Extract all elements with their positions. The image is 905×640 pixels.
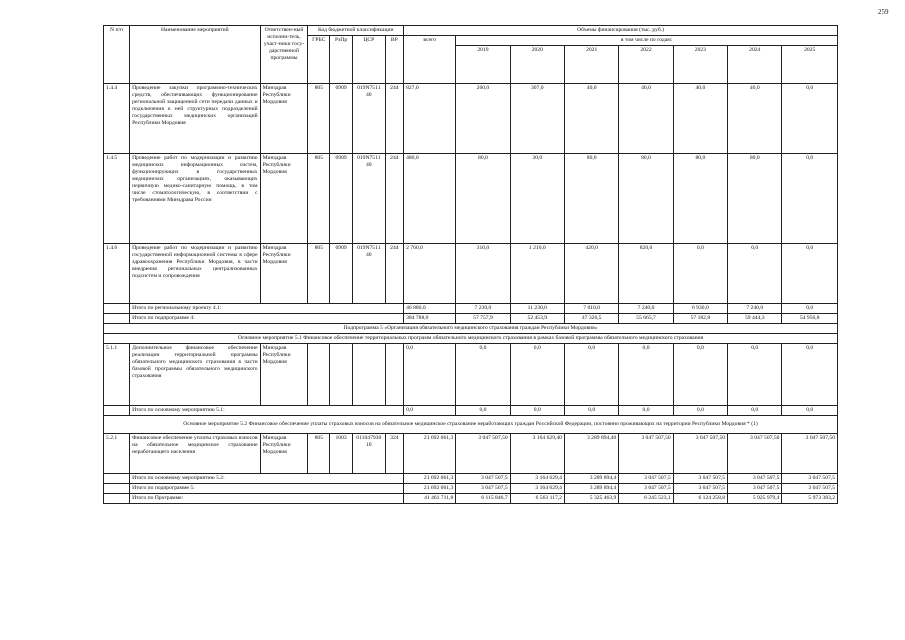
- row-value: 0,0: [673, 343, 727, 405]
- header-num: N п/п: [104, 26, 130, 84]
- row-rzpr: 0909: [330, 83, 353, 153]
- row-name: Проведение работ по модернизации и развитию государственной информационной системы в сфере здравоохранения Республики Мордовия, в части внедрения региональных централизованных подсистем и сопровождения: [130, 243, 260, 303]
- summary-value: 3 047 507,5: [456, 483, 510, 493]
- summary-value: 5 325 463,9: [564, 493, 618, 503]
- row-resp: Минздрав Республики Мордовия: [260, 343, 308, 405]
- row-value: 0,0: [782, 243, 838, 303]
- header-year: 2019: [456, 45, 510, 83]
- row-name: Финансовое обеспечение уплаты страховых взносов на обязательное медицинское страхование неработающего населения: [130, 433, 260, 473]
- row-value: 40,0: [728, 83, 782, 153]
- row-value: 820,0: [619, 243, 673, 303]
- table-row: [104, 433, 838, 473]
- summary-value: 3 289 894,4: [564, 473, 618, 483]
- header-year: 2022: [619, 45, 673, 83]
- row-rzpr: 0909: [330, 153, 353, 243]
- row-num: 5.1.1: [104, 343, 130, 405]
- summary-label: Итого по подпрограмме 4:: [130, 313, 404, 323]
- summary-value: 0,0: [782, 303, 838, 313]
- row-value: 80,0: [728, 153, 782, 243]
- row-value: 0,0: [456, 343, 510, 405]
- summary-value: 59 444,3: [728, 313, 782, 323]
- row-value: 3 047 507,50: [619, 433, 673, 473]
- row-name: Дополнительное финансовое обеспечение реализации территориальной программы обязательного медицинского страхования в части базовой программы обязательного медицинского страхования: [130, 343, 260, 405]
- row-resp: Минздрав Республики Мордовия: [260, 433, 308, 473]
- summary-value: 7 010,0: [564, 303, 618, 313]
- summary-value: 6 563 117,2: [510, 493, 564, 503]
- header-kbk: Код бюджетной классификации: [308, 26, 404, 36]
- row-name: Проведение закупки программно-технических средств, обеспечивающих функционирование региональной защищенной сети передачи данных и подключения к ней структурных подразделений государственных медицинских организаций Республики Мордовия: [130, 83, 260, 153]
- row-rzpr: 0909: [330, 243, 353, 303]
- row-value: 0,0: [782, 343, 838, 405]
- summary-value: 7 240,0: [728, 303, 782, 313]
- row-value: 0,0: [782, 83, 838, 153]
- row-num: 1.4.4: [104, 83, 130, 153]
- row-resp: Минздрав Республики Мордовия: [260, 83, 308, 153]
- main-measure-5-2-title: Основное мероприятие 5.2 Финансовое обеспечение уплаты страховых взносов на обязательное медицинское страхование неработающих граждан Российской Федерации, постоянно проживающих на территории Республики Мордовия * (1): [104, 415, 838, 433]
- header-vr: ВР: [385, 35, 403, 83]
- summary-value: 3 164 629,4: [510, 483, 564, 493]
- table-row: [104, 243, 838, 303]
- header-fin: Объемы финансирования (тыс. руб.): [404, 26, 838, 36]
- header-year: 2025: [782, 45, 838, 83]
- summary-total: 21 692 061,3: [404, 473, 456, 483]
- row-vr: 244: [385, 243, 403, 303]
- summary-value: 0,0: [728, 405, 782, 415]
- row-total: 0,0: [404, 343, 456, 405]
- summary-value: 54 956,8: [782, 313, 838, 323]
- summary-value: 7 240,0: [619, 303, 673, 313]
- row-value: 40,0: [619, 83, 673, 153]
- summary-value: 0,0: [510, 405, 564, 415]
- header-name: Наименование мероприятий: [130, 26, 260, 84]
- header-resp: Ответствен-ный исполни-тель, участ-ники госу-дарственной программы: [260, 26, 308, 84]
- summary-label: Итого по основному мероприятию 5.1:: [130, 405, 404, 415]
- header-year: 2023: [673, 45, 727, 83]
- summary-value: 52 453,9: [510, 313, 564, 323]
- header-rzpr: РзПр: [330, 35, 353, 83]
- summary-value: 6 930,0: [673, 303, 727, 313]
- summary-value: 57 757,9: [456, 313, 510, 323]
- main-measure-5-1-title: Основное мероприятие 5.1 Финансовое обеспечение территориальных программ обязательного медицинского страхования в рамках базовой программы обязательного медицинского страхования: [104, 333, 838, 343]
- row-vr: 244: [385, 153, 403, 243]
- table-row: [104, 83, 838, 153]
- row-value: 40,0: [564, 83, 618, 153]
- row-vr: 324: [385, 433, 403, 473]
- summary-value: 57 182,8: [673, 313, 727, 323]
- row-value: 0,0: [728, 243, 782, 303]
- row-value: 3 289 894,40: [564, 433, 618, 473]
- summary-value: 3 047 507,5: [782, 473, 838, 483]
- summary-value: 5 925 979,4: [728, 493, 782, 503]
- summary-value: 3 289 894,4: [564, 483, 618, 493]
- row-value: 0,0: [510, 343, 564, 405]
- section-title-row: [104, 323, 838, 333]
- row-value: 310,0: [456, 243, 510, 303]
- summary-row: [104, 313, 838, 323]
- header-grbs: ГРБС: [308, 35, 330, 83]
- row-vr: 244: [385, 83, 403, 153]
- summary-value: 11 230,0: [510, 303, 564, 313]
- row-value: 307,0: [510, 83, 564, 153]
- summary-label: Итого по подпрограмме 5:: [130, 483, 404, 493]
- row-resp: Минздрав Республики Мордовия: [260, 153, 308, 243]
- summary-value: 6 245 523,1: [619, 493, 673, 503]
- row-csr: 011047930 10: [352, 433, 385, 473]
- row-value: 0,0: [673, 243, 727, 303]
- summary-label: Итого по Программе:: [130, 493, 404, 503]
- row-csr: 019N7511 40: [352, 83, 385, 153]
- summary-value: 0,0: [456, 405, 510, 415]
- summary-row: [104, 405, 838, 415]
- header-total: всего: [404, 35, 456, 83]
- summary-total: 0,0: [404, 405, 456, 415]
- row-grbs: 805: [308, 433, 330, 473]
- header-year: 2021: [564, 45, 618, 83]
- row-value: 3 047 507,50: [782, 433, 838, 473]
- table-row: [104, 153, 838, 243]
- summary-value: 0,0: [782, 405, 838, 415]
- summary-total: 41 461 711,8: [404, 493, 456, 503]
- row-num: 5.2.1: [104, 433, 130, 473]
- summary-value: 3 047 507,5: [456, 473, 510, 483]
- summary-total: 46 880,0: [404, 303, 456, 313]
- summary-value: 3 047 507,5: [619, 483, 673, 493]
- row-num: 1.4.5: [104, 153, 130, 243]
- table-row: [104, 343, 838, 405]
- row-rzpr: 1003: [330, 433, 353, 473]
- summary-value: 6 124 258,8: [673, 493, 727, 503]
- summary-row: [104, 493, 838, 503]
- row-total: 480,0: [404, 153, 456, 243]
- row-value: 0,0: [619, 343, 673, 405]
- summary-value: 0,0: [564, 405, 618, 415]
- row-value: 0,0: [564, 343, 618, 405]
- row-value: 420,0: [564, 243, 618, 303]
- section-title-row: [104, 333, 838, 343]
- header-csr: ЦСР: [352, 35, 385, 83]
- summary-value: 3 047 507,5: [673, 473, 727, 483]
- summary-value: 55 665,7: [619, 313, 673, 323]
- header-year: 2020: [510, 45, 564, 83]
- summary-label: Итого по основному мероприятию 5.2:: [130, 473, 404, 483]
- row-value: 0,0: [728, 343, 782, 405]
- summary-row: [104, 303, 838, 313]
- header-byyear: в том числе по годам:: [456, 35, 838, 45]
- row-resp: Минздрав Республики Мордовия: [260, 243, 308, 303]
- summary-value: 3 047 507,5: [782, 483, 838, 493]
- summary-value: 3 047 507,5: [728, 483, 782, 493]
- row-total: 2 760,0: [404, 243, 456, 303]
- row-total: 21 692 061,3: [404, 433, 456, 473]
- summary-value: 7 230,0: [456, 303, 510, 313]
- row-value: 80,0: [564, 153, 618, 243]
- row-grbs: 805: [308, 83, 330, 153]
- section-title-row: [104, 415, 838, 433]
- summary-label: Итого по региональному проекту 4.1:: [130, 303, 404, 313]
- summary-value: 3 047 507,5: [673, 483, 727, 493]
- row-value: 260,0: [456, 83, 510, 153]
- summary-value: 3 164 629,4: [510, 473, 564, 483]
- summary-value: 6 115 846,7: [456, 493, 510, 503]
- row-value: 3 047 507,50: [673, 433, 727, 473]
- row-value: 80,0: [673, 153, 727, 243]
- row-num: 1.4.6: [104, 243, 130, 303]
- summary-value: 0,0: [673, 405, 727, 415]
- page-number: 259: [878, 8, 889, 16]
- header-row-1: [104, 26, 838, 36]
- row-value: 3 164 629,40: [510, 433, 564, 473]
- summary-value: 0,0: [619, 405, 673, 415]
- row-total: 827,0: [404, 83, 456, 153]
- row-value: 3 047 507,50: [728, 433, 782, 473]
- summary-total: 384 788,0: [404, 313, 456, 323]
- summary-row: [104, 483, 838, 493]
- row-value: 40,0: [673, 83, 727, 153]
- summary-value: 5 973 383,2: [782, 493, 838, 503]
- row-value: 3 047 507,50: [456, 433, 510, 473]
- row-value: 30,0: [510, 153, 564, 243]
- summary-value: 3 047 507,5: [728, 473, 782, 483]
- row-csr: 019N7511 40: [352, 153, 385, 243]
- financing-table: [103, 25, 838, 504]
- summary-value: 47 326,5: [564, 313, 618, 323]
- row-csr: 019N7511 40: [352, 243, 385, 303]
- summary-total: 21 692 061,3: [404, 483, 456, 493]
- header-year: 2024: [728, 45, 782, 83]
- row-value: 0,0: [782, 153, 838, 243]
- row-name: Проведение работ по модернизации и развитию медицинских информационных систем, функционирующих в государственных медицинских организациях, оказывающих первичную медико-санитарную помощь, в том числе стоматологическую, в соответствии с требованиями Минздрава России: [130, 153, 260, 243]
- summary-value: 3 047 507,5: [619, 473, 673, 483]
- subprogram-5-title: Подпрограмма 5 «Организация обязательного медицинского страхования граждан Республики Мордовия»: [104, 323, 838, 333]
- row-value: 1 210,0: [510, 243, 564, 303]
- row-grbs: 805: [308, 243, 330, 303]
- row-value: 80,0: [619, 153, 673, 243]
- row-grbs: 805: [308, 153, 330, 243]
- row-value: 80,0: [456, 153, 510, 243]
- summary-row: [104, 473, 838, 483]
